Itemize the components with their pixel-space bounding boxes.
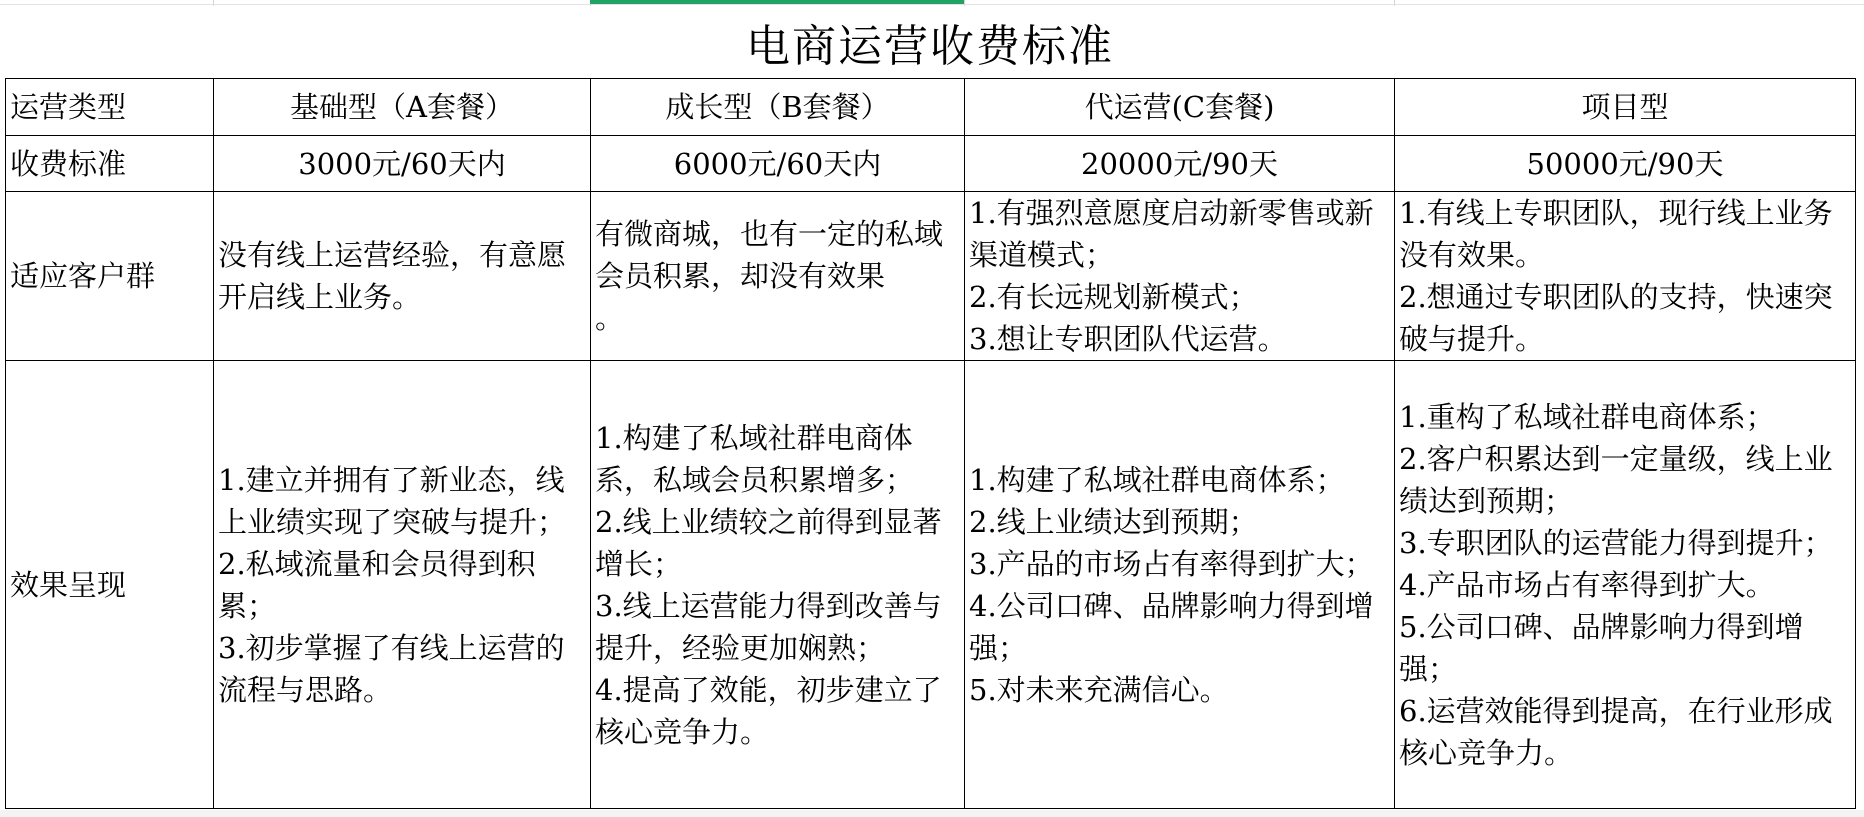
cell-text: 1.重构了私域社群电商体系； 2.客户积累达到一定量级，线上业绩达到预期； 3.专职团队的运营能力得到提升； 4.产品市场占有率得到扩大。 5.公司口碑、品牌影响力得到增强； 6.运营效能得到提高，在行业形成核心竞争力。 xyxy=(1399,399,1833,770)
cell-text: 1.有线上专职团队，现行线上业务没有效果。 2.想通过专职团队的支持，快速突破与提升。 xyxy=(1399,196,1833,356)
fee-standard-table xyxy=(5,78,1856,809)
table-row xyxy=(6,79,1856,136)
cell-package-d[interactable]: 项目型 xyxy=(1395,79,1856,136)
cell-results-b[interactable] xyxy=(591,361,965,809)
table-row xyxy=(6,136,1856,192)
row-label-audience[interactable]: 适应客户群 xyxy=(6,192,214,361)
cell-results-a[interactable] xyxy=(214,361,591,809)
cell-results-d[interactable] xyxy=(1395,361,1856,809)
cell-text: 1.建立并拥有了新业态，线上业绩实现了突破与提升； 2.私域流量和会员得到积累； 3.初步掌握了有线上运营的流程与思路。 xyxy=(218,462,567,707)
cell-text: 没有线上运营经验，有意愿开启线上业务。 xyxy=(218,238,567,314)
row-label-type[interactable]: 运营类型 xyxy=(6,79,214,136)
table-row xyxy=(6,192,1856,361)
sheet-bottom-area xyxy=(0,810,1864,817)
cell-price-b[interactable]: 6000元/60天内 xyxy=(591,136,965,192)
row-label-results[interactable]: 效果呈现 xyxy=(6,361,214,809)
cell-text: 1.构建了私域社群电商体系； 2.线上业绩达到预期； 3.产品的市场占有率得到扩大； 4.公司口碑、品牌影响力得到增强； 5.对未来充满信心。 xyxy=(969,462,1374,707)
cell-price-a[interactable]: 3000元/60天内 xyxy=(214,136,591,192)
cell-price-c[interactable]: 20000元/90天 xyxy=(965,136,1395,192)
cell-price-d[interactable]: 50000元/90天 xyxy=(1395,136,1856,192)
cell-text: 1.有强烈意愿度启动新零售或新渠道模式； 2.有长远规划新模式； 3.想让专职团队代运营。 xyxy=(969,196,1374,356)
table-row xyxy=(6,361,1856,809)
row-label-price[interactable]: 收费标准 xyxy=(6,136,214,192)
cell-package-b[interactable]: 成长型（B套餐） xyxy=(591,79,965,136)
cell-audience-a[interactable] xyxy=(214,192,591,361)
cell-audience-c[interactable] xyxy=(965,192,1395,361)
cell-audience-b[interactable] xyxy=(591,192,965,361)
cell-package-a[interactable]: 基础型（A套餐） xyxy=(214,79,591,136)
cell-text: 有微商城，也有一定的私域会员积累，却没有效果 。 xyxy=(595,217,944,335)
sheet-title[interactable]: 电商运营收费标准 xyxy=(746,21,1114,72)
cell-package-c[interactable]: 代运营(C套餐) xyxy=(965,79,1395,136)
cell-results-c[interactable] xyxy=(965,361,1395,809)
cell-audience-d[interactable] xyxy=(1395,192,1856,361)
cell-text: 1.构建了私域社群电商体系，私域会员积累增多； 2.线上业绩较之前得到显著增长； 3.线上运营能力得到改善与提升，经验更加娴熟； 4.提高了效能，初步建立了核心竞争力。 xyxy=(595,420,942,749)
